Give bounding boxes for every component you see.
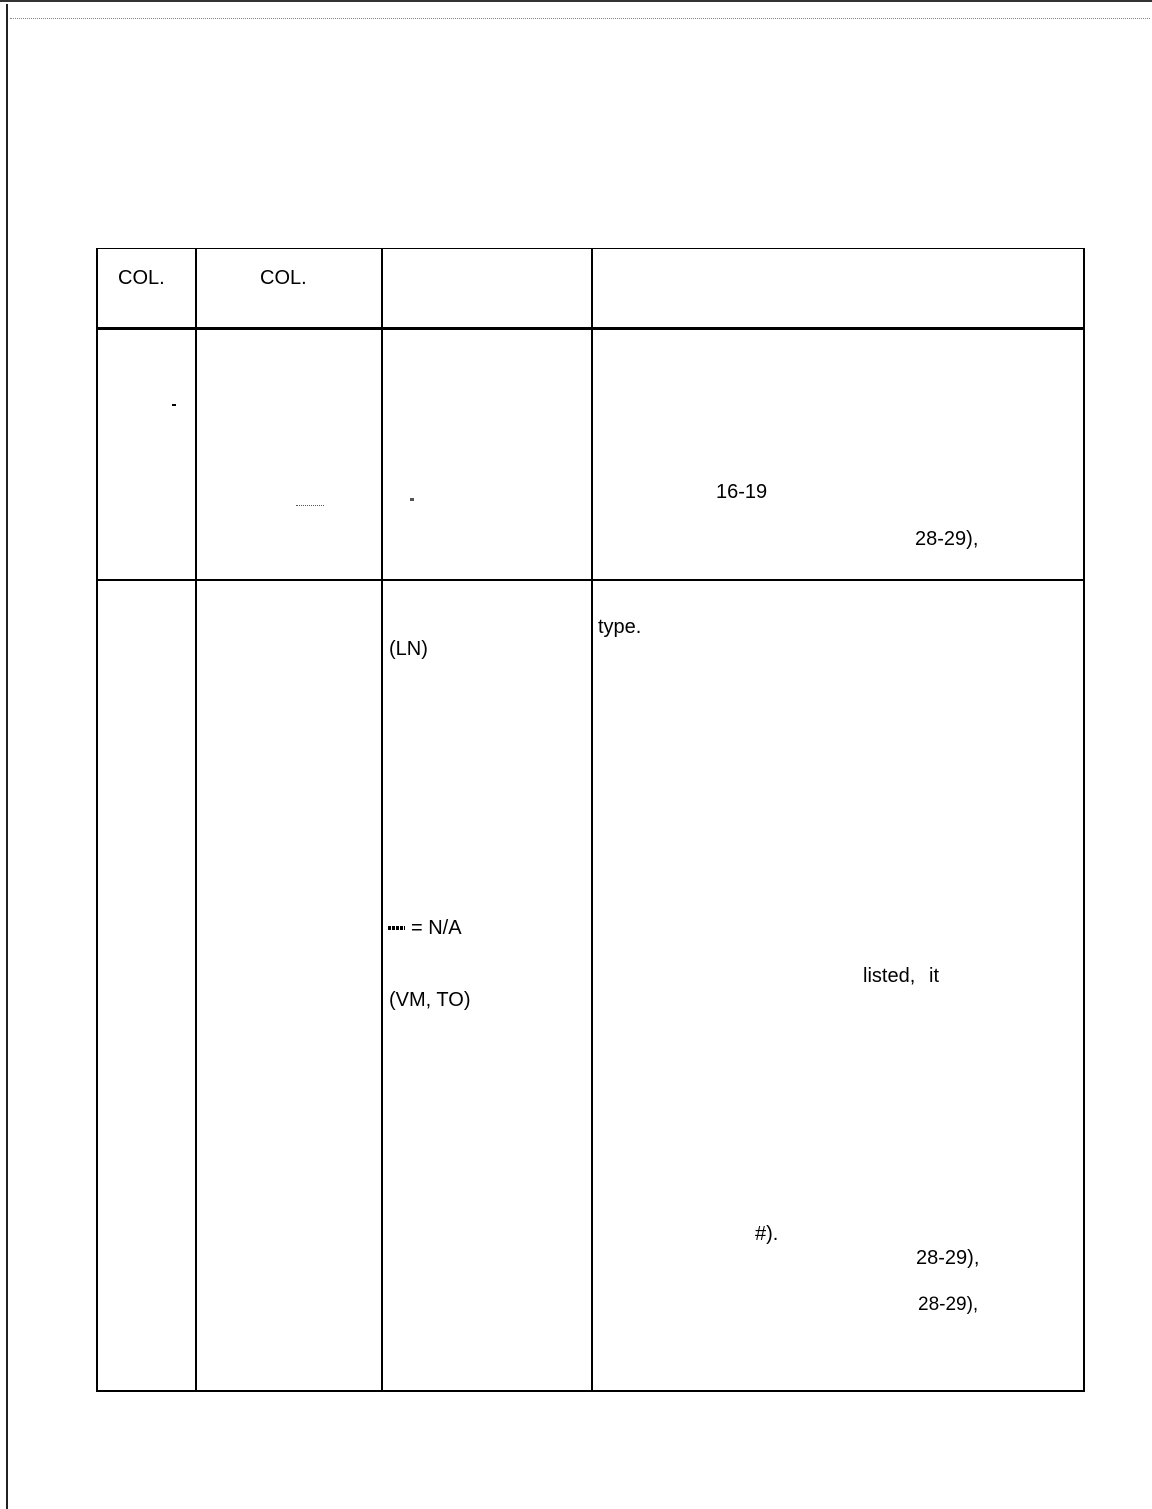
scan-speck <box>296 505 324 507</box>
table-rule-v3 <box>381 248 383 1392</box>
table-rule-bottom <box>96 1390 1085 1392</box>
scan-speck <box>410 498 414 501</box>
table-rule-row1 <box>96 579 1085 581</box>
scan-speck <box>172 404 176 406</box>
row1-desc-range: 16-19 <box>716 481 768 503</box>
row2-desc-type: type. <box>598 616 642 638</box>
table-rule-v5 <box>1083 248 1085 1392</box>
table-rule-v1 <box>96 248 98 1392</box>
page-left-rule <box>6 4 8 1509</box>
table-rule-v2 <box>195 248 197 1392</box>
header-col-1: COL. <box>118 267 165 289</box>
table-rule-header <box>96 327 1085 330</box>
row2-desc-ref-2: 28-29), <box>918 1294 979 1315</box>
table-rule-v4 <box>591 248 593 1392</box>
row2-field-vm-to: (VM, TO) <box>389 989 471 1011</box>
row2-desc-hash: #). <box>755 1223 779 1245</box>
row2-desc-it: it <box>929 965 939 987</box>
row2-field-na: = N/A <box>411 917 462 939</box>
row2-desc-ref-1: 28-29), <box>916 1247 980 1269</box>
scan-noise-top <box>10 18 1150 21</box>
row1-desc-ref: 28-29), <box>915 528 979 550</box>
row2-field-ln: (LN) <box>389 638 428 660</box>
page-top-rule <box>0 0 1152 2</box>
table-rule-top <box>96 248 1085 249</box>
dash-marker <box>388 926 405 930</box>
row2-desc-listed: listed, <box>863 965 916 987</box>
header-col-2: COL. <box>260 267 307 289</box>
